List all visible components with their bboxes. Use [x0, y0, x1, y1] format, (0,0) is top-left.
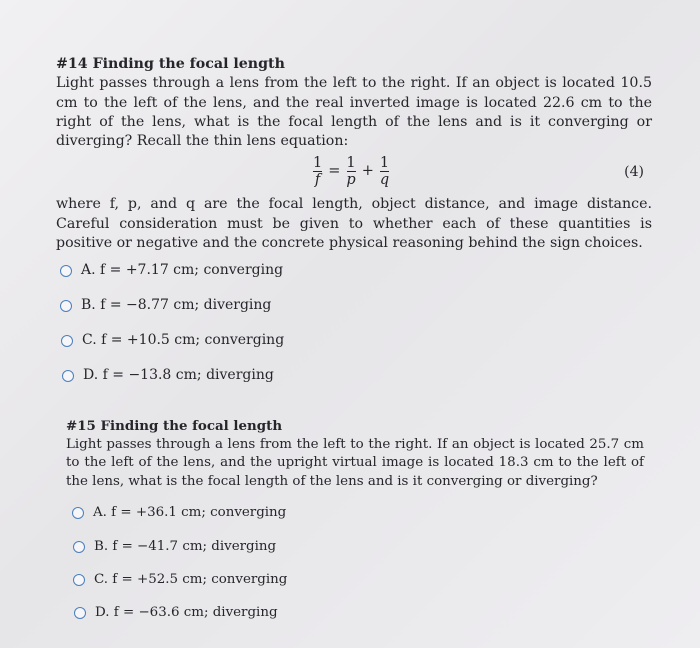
- radio-icon[interactable]: [73, 574, 85, 586]
- question-15-body: Light passes through a lens from the left to the right. If an object is located 25.7 cm to the left of the lens, and the upright virtual image is located 18.3 cm to the left of the lens, what is the focal length of the lens and is it converging or diverging?: [66, 436, 644, 489]
- option-label: A. f = +7.17 cm; converging: [81, 262, 284, 278]
- eq-term2-fraction: $\frac{1}{q}$: [379, 155, 390, 189]
- option-label: C. f = +52.5 cm; converging: [94, 572, 288, 587]
- option-label: D. f = −13.8 cm; diverging: [83, 367, 274, 383]
- option-label: A. f = +36.1 cm; converging: [93, 505, 287, 520]
- equation-number: (4): [624, 164, 644, 181]
- radio-icon[interactable]: [74, 607, 86, 619]
- q14-option-a[interactable]: [60, 261, 283, 280]
- thin-lens-equation: [56, 155, 652, 195]
- eq-term1-fraction: $\frac{1}{p}$: [346, 155, 356, 189]
- option-label: B. f = −41.7 cm; diverging: [94, 539, 277, 554]
- radio-icon[interactable]: [73, 541, 85, 553]
- radio-icon[interactable]: [62, 370, 74, 382]
- question-14: [56, 55, 652, 383]
- radio-icon[interactable]: [60, 300, 72, 312]
- radio-icon[interactable]: [60, 265, 72, 277]
- option-label: D. f = −63.6 cm; diverging: [95, 605, 278, 620]
- question-14-after: where f, p, and q are the focal length, object distance, and image distance. Careful consideration must be given to whether each of these quantities is positive or negative and the concrete physical reasoning behind the sign choices.: [56, 196, 652, 252]
- option-label: C. f = +10.5 cm; converging: [82, 332, 285, 348]
- q15-option-a[interactable]: [72, 504, 286, 523]
- option-label: B. f = −8.77 cm; diverging: [81, 297, 272, 313]
- radio-icon[interactable]: [72, 507, 84, 519]
- q15-option-b[interactable]: [73, 538, 276, 557]
- question-15-title: #15 Finding the focal length: [66, 418, 283, 434]
- eq-lhs-fraction: $\frac{1}{f}$: [313, 155, 323, 189]
- question-15: [66, 417, 644, 620]
- radio-icon[interactable]: [61, 335, 73, 347]
- q14-option-b[interactable]: [60, 296, 271, 315]
- q14-option-d[interactable]: [62, 366, 274, 385]
- question-14-body: Light passes through a lens from the left to the right. If an object is located 10.5 cm to the left of the lens, and the real inverted image is located 22.6 cm to the right of the lens, what is the focal length of the lens and is it converging or diverging? Recall the thin lens equation:: [56, 75, 652, 150]
- q15-option-c[interactable]: [73, 571, 287, 590]
- q15-option-d[interactable]: [74, 604, 278, 623]
- q14-option-c[interactable]: [61, 331, 284, 350]
- eq-equals: =: [328, 163, 341, 180]
- eq-plus: +: [361, 163, 374, 180]
- question-14-title: #14 Finding the focal length: [56, 56, 285, 72]
